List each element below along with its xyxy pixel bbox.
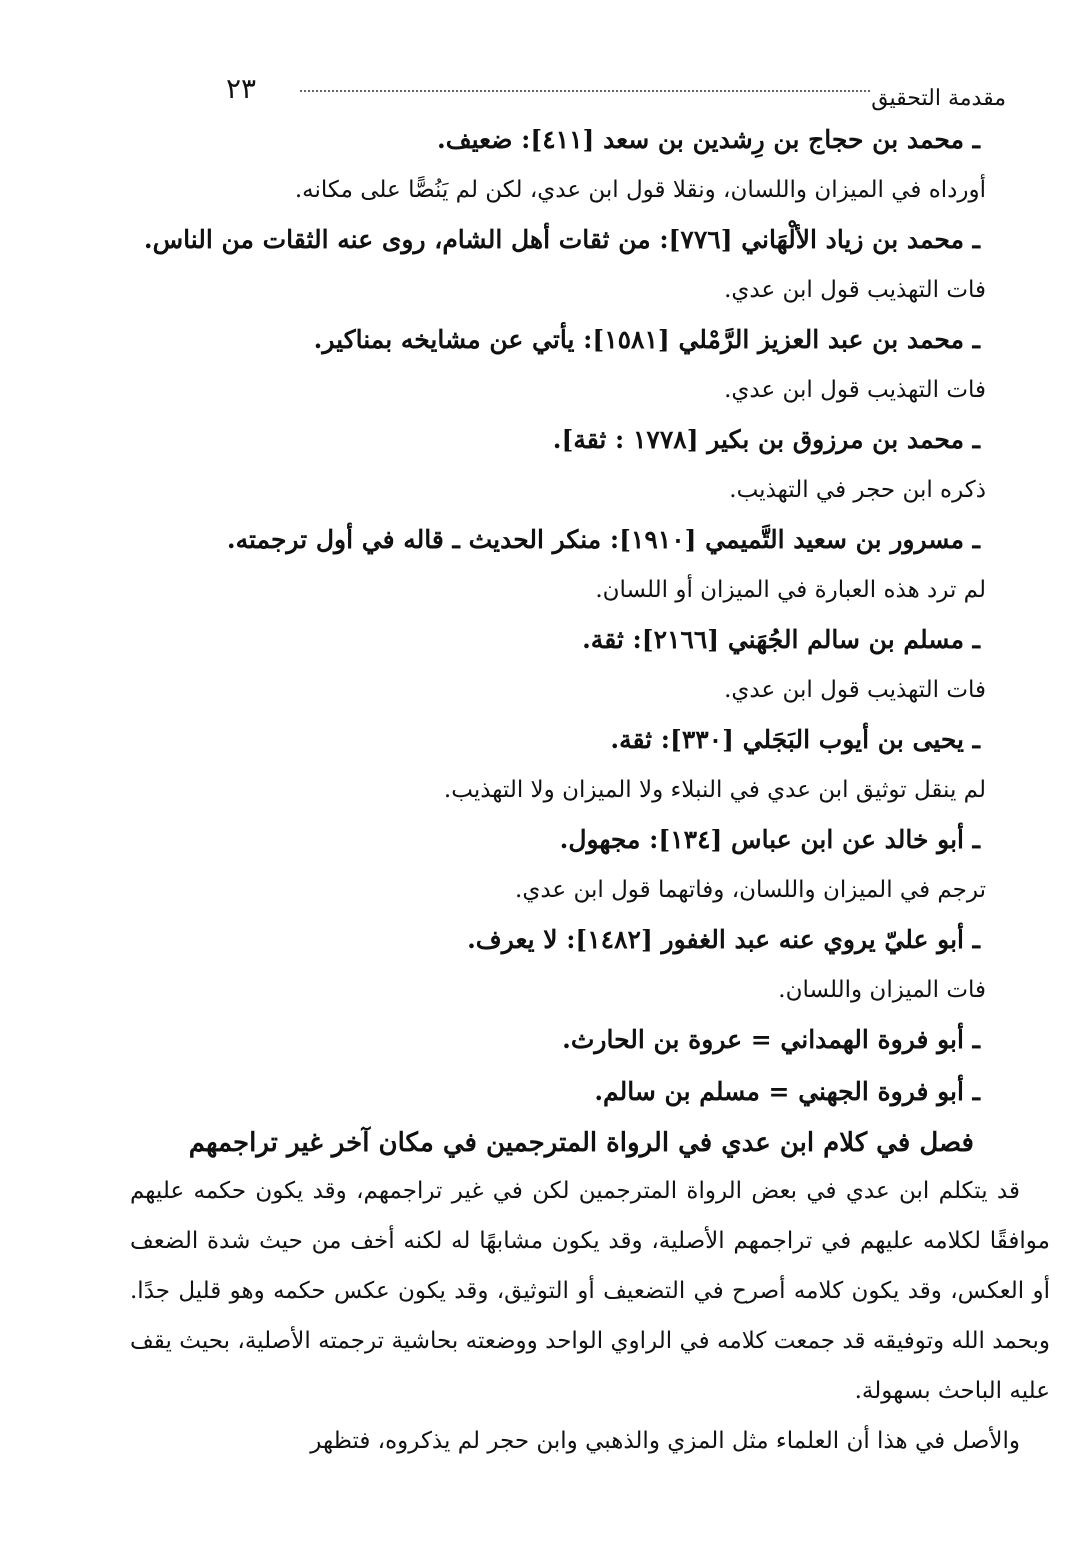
narrator-entry: ـ أبو فروة الهمداني = عروة بن الحارث. — [562, 1025, 980, 1054]
entry-note: أورداه في الميزان واللسان، ونقلا قول ابن عدي، لكن لم يَنُصًّا على مكانه. — [294, 177, 986, 203]
entry-note: ترجم في الميزان واللسان، وفاتهما قول ابن عدي. — [515, 877, 986, 903]
narrator-entry: ـ يحيى بن أيوب البَجَلي [٣٣٠]: ثقة. — [610, 725, 980, 754]
narrator-entry: ـ أبو خالد عن ابن عباس [١٣٤]: مجهول. — [559, 825, 980, 854]
narrator-entry: ـ أبو فروة الجهني = مسلم بن سالم. — [594, 1077, 980, 1106]
entry-note: فات الميزان واللسان. — [778, 977, 986, 1003]
entry-note: فات التهذيب قول ابن عدي. — [724, 377, 986, 403]
header-rule — [300, 90, 870, 92]
section-heading: فصل في كلام ابن عدي في الرواة المترجمين في مكان آخر غير تراجمهم — [188, 1128, 974, 1158]
body-paragraph: والأصل في هذا أن العلماء مثل المزي والذهبي وابن حجر لم يذكروه، فتظهر — [310, 1428, 1020, 1454]
entry-note: فات التهذيب قول ابن عدي. — [724, 677, 986, 703]
page-body — [130, 114, 1050, 1466]
section-name: مقدمة التحقيق — [871, 86, 1006, 111]
running-head — [0, 72, 1080, 112]
entry-note: لم ترد هذه العبارة في الميزان أو اللسان. — [595, 577, 986, 603]
narrator-entry: ـ أبو عليّ يروي عنه عبد الغفور [١٤٨٢]: لا يعرف. — [467, 925, 980, 954]
entry-note: فات التهذيب قول ابن عدي. — [724, 277, 986, 303]
page-number: ٢٣ — [226, 72, 257, 105]
narrator-entry: ـ محمد بن مرزوق بن بكير [١٧٧٨ : ثقة]. — [552, 425, 980, 454]
narrator-entry: ـ محمد بن عبد العزيز الرَّمْلي [١٥٨١]: يأتي عن مشايخه بمناكير. — [313, 325, 980, 354]
entry-note: ذكره ابن حجر في التهذيب. — [729, 477, 986, 503]
narrator-entry: ـ محمد بن حجاج بن رِشدين بن سعد [٤١١]: ضعيف. — [437, 125, 980, 154]
body-paragraph: قد يتكلم ابن عدي في بعض الرواة المترجمين لكن في غير تراجمهم، وقد يكون حكمه عليهم موافقًا لكلامه عليهم في تراجمهم الأصلية، وقد يكون مشابهًا له لكنه أخف من حيث شدة الضعف أو العكس، وقد يكون كلامه أصرح في التضعيف أو التوثيق، وقد يكون عكس حكمه وهو قليل جدًا. وبحمد الله وتوفيقه قد جمعت كلامه في الراوي الواحد ووضعته بحاشية ترجمته الأصلية، بحيث يقف عليه الباحث بسهولة. — [130, 1178, 1050, 1404]
entry-note: لم ينقل توثيق ابن عدي في النبلاء ولا الميزان ولا التهذيب. — [443, 777, 986, 803]
narrator-entry: ـ محمد بن زياد الألْهَاني [٧٧٦]: من ثقات أهل الشام، روى عنه الثقات من الناس. — [143, 225, 980, 254]
narrator-entry: ـ مسرور بن سعيد التَّميمي [١٩١٠]: منكر الحديث ـ قاله في أول ترجمته. — [226, 525, 980, 554]
narrator-entry: ـ مسلم بن سالم الجُهَني [٢١٦٦]: ثقة. — [582, 625, 980, 654]
